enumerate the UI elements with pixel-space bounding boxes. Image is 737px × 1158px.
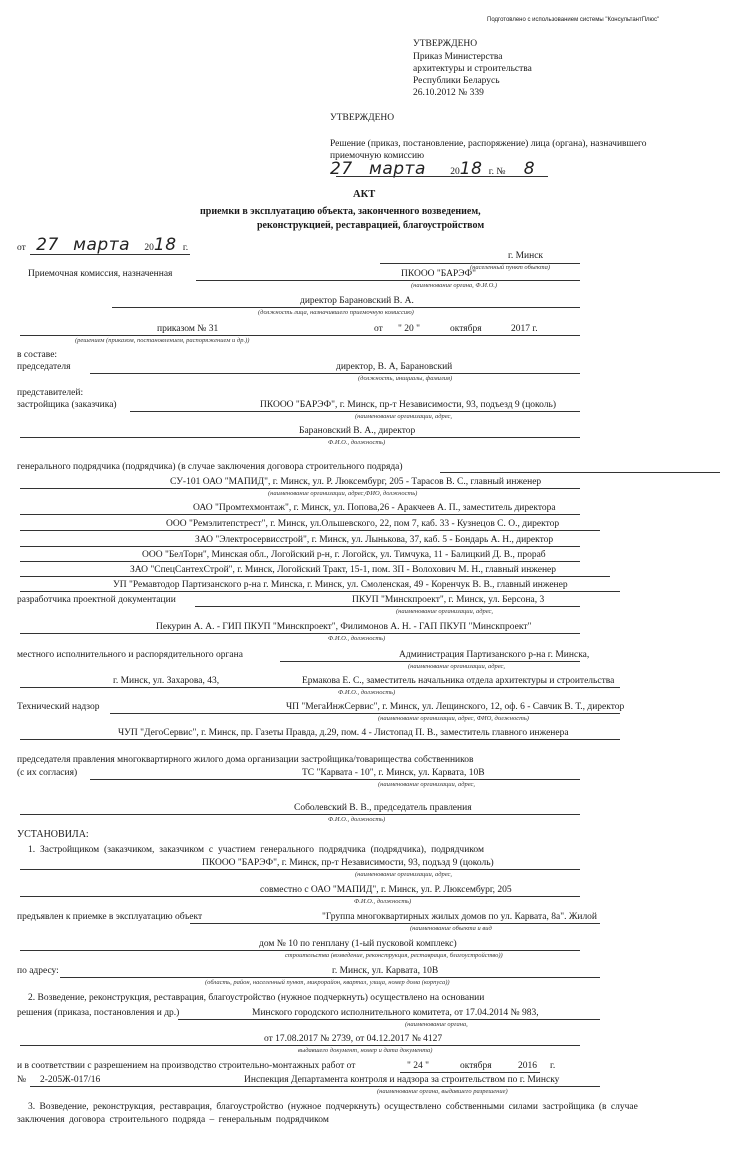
tech-value: ЧП "МегаИнжСервис", г. Минск, ул. Лещинского, 12, оф. 6 - Савчик В. Т., директор	[286, 702, 625, 712]
approved2-num: 8	[523, 159, 536, 179]
board-value: ТС "Карвата - 10", г. Минск, ул. Карвата, 10В	[302, 768, 485, 778]
p1-value2: совместно с ОАО "МАПИД", г. Минск, ул. Р. Люксембург, 205	[260, 885, 512, 895]
approved1-line4: 26.10.2012 № 339	[413, 88, 484, 98]
sub-5: УП "Ремавтодор Партизанского р-на г. Минска, г. Минск, ул. Смоленская, 49 - Коренчук В. В., главный инженер	[113, 580, 568, 590]
sub-4: ЗАО "СпецСантехСтрой", г. Минск, Логойский Тракт, 15-1, пом. 3П - Волохович М. Н., главный инженер	[130, 565, 557, 575]
approved2-date-row: 27 марта 2018 г. № 8	[330, 159, 536, 179]
ispolkom-addr: г. Минск, ул. Захарова, 43,	[113, 676, 220, 686]
p1-obj2: дом № 10 по генплану (1-ый пусковой комплекс)	[259, 939, 457, 949]
approved2-decision: Решение (приказ, постановление, распоряжение) лица (органа), назначившего	[330, 139, 647, 149]
genpod-value: СУ-101 ОАО "МАПИД", г. Минск, ул. Р. Люксембург, 205 - Тарасов В. С., главный инженер	[170, 477, 542, 487]
commission-label: Приемочная комиссия, назначенная	[28, 269, 173, 279]
approved1-line1: Приказ Министерства	[413, 52, 503, 62]
ispolkom-value: Администрация Партизанского р-на г. Минска,	[399, 650, 590, 660]
act-month: марта	[73, 235, 131, 255]
p2-permit-num: 2-205Ж-017/16	[40, 1075, 101, 1085]
approved1-title: УТВЕРЖДЕНО	[413, 39, 478, 49]
p2-value2: от 17.08.2017 № 2739, от 04.12.2017 № 4127	[264, 1034, 443, 1044]
commission-org: ПКООО "БАРЭФ"	[401, 269, 476, 279]
sub-3: ООО "БелТорн", Минская обл., Логойский р-н, г. Логойск, ул. Тимчука, 11 - Балицкий Д. В., прораб	[142, 550, 546, 560]
p2-value: Минского городского исполнительного комитета, от 17.04.2014 № 983,	[252, 1008, 539, 1018]
commission-order: приказом № 31	[157, 324, 219, 334]
p1-obj: "Группа многоквартирных жилых домов по ул. Карвата, 8а". Жилой	[322, 912, 598, 922]
approved2-day: 27	[330, 159, 353, 179]
heading-l1: АКТ	[353, 189, 376, 200]
approved1-line2: архитектуры и строительства	[413, 64, 532, 74]
p2-permit-org: Инспекция Департамента контроля и надзора за строительством по г. Минску	[244, 1075, 560, 1085]
heading-l3: реконструкцией, реставрацией, благоустройством	[257, 220, 485, 231]
zastr-person: Барановский В. А., директор	[299, 426, 416, 436]
ispolkom-person: Ермакова Е. С., заместитель начальника отдела архитектуры и строительства	[302, 676, 615, 686]
approved1-line3: Республики Беларусь	[413, 76, 500, 86]
act-date-row: от 27 марта 2018 г.	[17, 235, 189, 255]
approved2-title: УТВЕРЖДЕНО	[330, 113, 395, 123]
zastr-value: ПКООО "БАРЭФ", г. Минск, пр-т Независимости, 93, подъезд 9 (цоколь)	[260, 400, 557, 410]
approved2-decision2: приемочную комиссию	[330, 151, 425, 161]
act-day: 27	[36, 235, 59, 255]
sub-2: ЗАО "Электросервисстрой", г. Минск, ул. Лынькова, 37, каб. 5 - Бондарь А. Н., директор	[195, 535, 554, 545]
approved2-year: 18	[459, 159, 483, 179]
razrab-person: Пекурин А. А. - ГИП ПКУП "Минскпроект", Филимонов А. Н. - ГАП ПКУП "Минскпроект"	[156, 622, 532, 632]
sub-0: ОАО "Промтехмонтаж", г. Минск, ул. Попова,26 - Аракчеев А. П., заместитель директора	[193, 503, 556, 513]
act-year: 18	[153, 235, 177, 255]
tech-value2: ЧУП "ДегоСервис", г. Минск, пр. Газеты Правда, д.29, пом. 4 - Листопад П. В., заместитель главного инженера	[118, 728, 569, 738]
p1-value: ПКООО "БАРЭФ", г. Минск, пр-т Независимости, 93, подъзд 9 (цоколь)	[202, 858, 494, 868]
razrab-value: ПКУП "Минскпроект", г. Минск, ул. Берсона, 3	[352, 595, 545, 605]
board-person: Соболевский В. В., председатель правления	[294, 803, 472, 813]
sub-1: ООО "Ремэлитепстрест", г. Минск, ул.Ольшевского, 22, пом 7, каб. 33 - Кузнецов С. О., директор	[166, 519, 560, 529]
heading-l2: приемки в эксплуатацию объекта, законченного возведением,	[200, 206, 481, 217]
commission-person: директор Барановский В. А.	[300, 296, 414, 306]
p1-addr: г. Минск, ул. Карвата, 10В	[332, 966, 439, 976]
chairman-value: директор, В. А, Барановский	[336, 362, 453, 372]
act-city: г. Минск	[508, 251, 544, 261]
approved2-month: марта	[369, 159, 426, 179]
top-note: Подготовлено с использованием системы "КонсультантПлюс"	[487, 17, 660, 23]
